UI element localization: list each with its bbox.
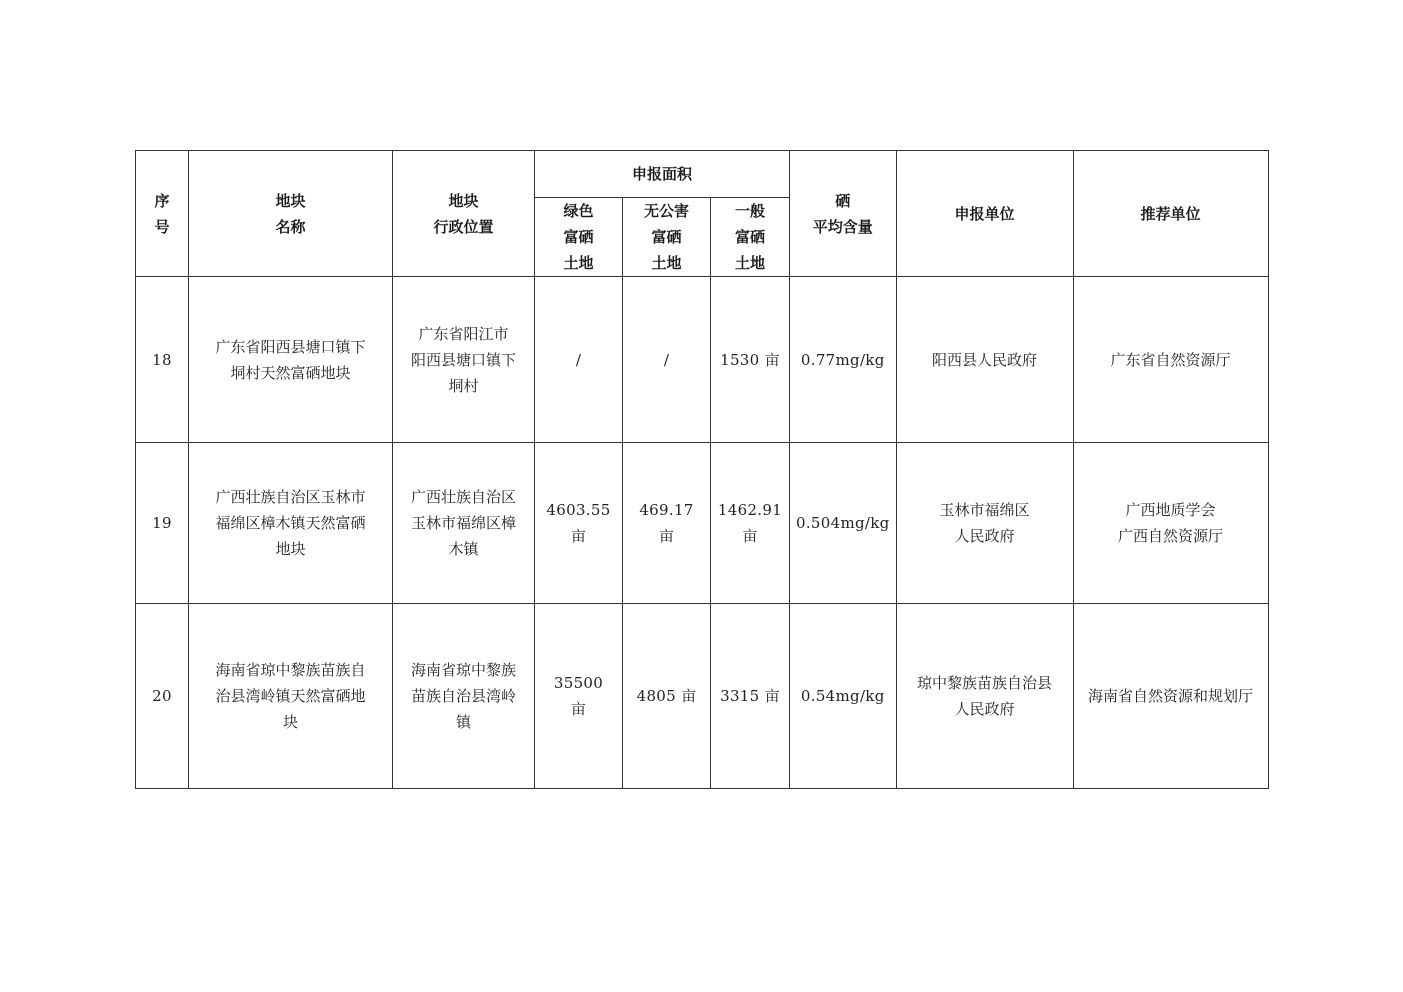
cell-applicant: 玉林市福绵区 人民政府 — [896, 443, 1073, 604]
cell-applicant: 阳西县人民政府 — [896, 277, 1073, 443]
cell-name: 广东省阳西县塘口镇下 垌村天然富硒地块 — [189, 277, 393, 443]
table-row — [136, 277, 1269, 443]
cell-area-pollution-free: 4805 亩 — [623, 604, 711, 789]
cell-name: 海南省琼中黎族苗族自 治县湾岭镇天然富硒地 块 — [189, 604, 393, 789]
header-recommender: 推荐单位 — [1073, 151, 1268, 277]
header-area-group: 申报面积 — [535, 151, 790, 198]
cell-location: 广西壮族自治区 玉林市福绵区樟 木镇 — [393, 443, 535, 604]
cell-area-green: / — [535, 277, 623, 443]
cell-area-pollution-free: / — [623, 277, 711, 443]
header-area-green: 绿色 富硒 土地 — [535, 198, 623, 277]
table-row — [136, 443, 1269, 604]
cell-area-pollution-free: 469.17 亩 — [623, 443, 711, 604]
cell-location: 广东省阳江市 阳西县塘口镇下 垌村 — [393, 277, 535, 443]
header-area-pollution-free: 无公害 富硒 土地 — [623, 198, 711, 277]
cell-seq: 19 — [136, 443, 189, 604]
cell-location: 海南省琼中黎族 苗族自治县湾岭 镇 — [393, 604, 535, 789]
cell-selenium: 0.504mg/kg — [790, 443, 897, 604]
header-applicant: 申报单位 — [896, 151, 1073, 277]
cell-selenium: 0.54mg/kg — [790, 604, 897, 789]
header-location: 地块 行政位置 — [393, 151, 535, 277]
cell-name: 广西壮族自治区玉林市 福绵区樟木镇天然富硒 地块 — [189, 443, 393, 604]
cell-area-general: 1462.91 亩 — [711, 443, 790, 604]
header-name: 地块 名称 — [189, 151, 393, 277]
cell-area-general: 1530 亩 — [711, 277, 790, 443]
cell-area-green: 35500 亩 — [535, 604, 623, 789]
header-row-top — [136, 151, 1269, 198]
cell-recommender: 广西地质学会 广西自然资源厅 — [1073, 443, 1268, 604]
header-area-general: 一般 富硒 土地 — [711, 198, 790, 277]
cell-seq: 20 — [136, 604, 189, 789]
cell-area-green: 4603.55 亩 — [535, 443, 623, 604]
cell-seq: 18 — [136, 277, 189, 443]
selenium-land-table — [135, 150, 1269, 789]
cell-selenium: 0.77mg/kg — [790, 277, 897, 443]
table-row — [136, 604, 1269, 789]
cell-area-general: 3315 亩 — [711, 604, 790, 789]
header-seq: 序 号 — [136, 151, 189, 277]
header-selenium: 硒 平均含量 — [790, 151, 897, 277]
cell-applicant: 琼中黎族苗族自治县 人民政府 — [896, 604, 1073, 789]
cell-recommender: 广东省自然资源厅 — [1073, 277, 1268, 443]
cell-recommender: 海南省自然资源和规划厅 — [1073, 604, 1268, 789]
